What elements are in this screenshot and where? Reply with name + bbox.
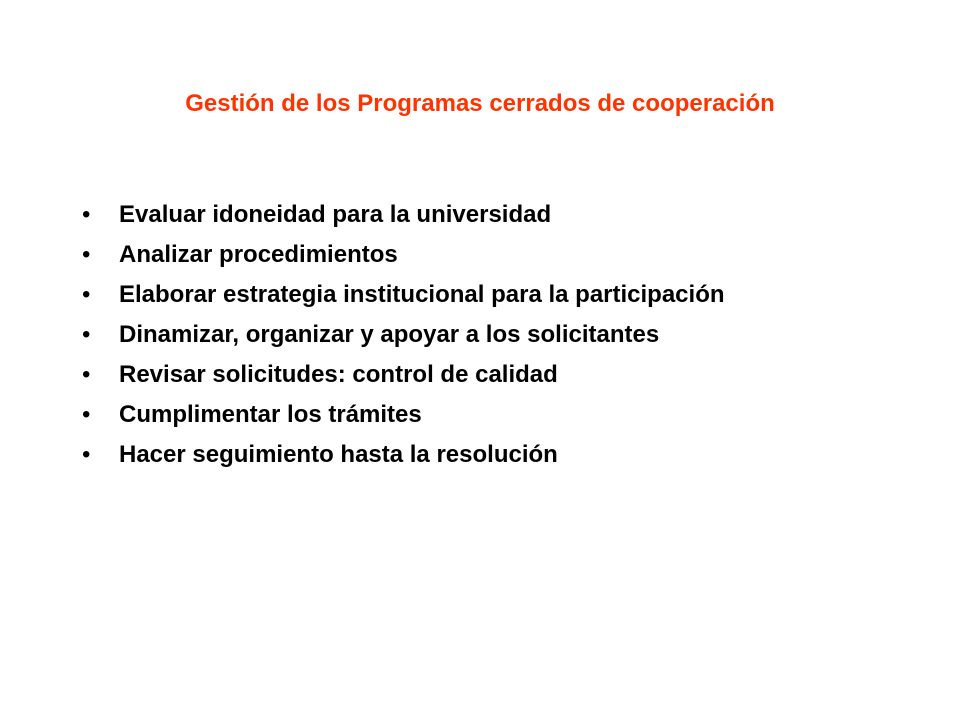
slide-title: Gestión de los Programas cerrados de cooperación bbox=[185, 90, 775, 117]
bullet-dot-icon: • bbox=[82, 361, 91, 388]
bullet-dot-icon: • bbox=[82, 441, 91, 468]
bullet-item bbox=[82, 440, 882, 470]
bullet-item bbox=[82, 280, 882, 310]
bullet-text: Cumplimentar los trámites bbox=[119, 401, 422, 428]
bullet-text: Hacer seguimiento hasta la resolución bbox=[119, 441, 558, 468]
bullet-dot-icon: • bbox=[82, 281, 91, 308]
bullet-text: Revisar solicitudes: control de calidad bbox=[119, 361, 558, 388]
bullet-item bbox=[82, 360, 882, 390]
bullet-dot-icon: • bbox=[82, 201, 91, 228]
bullet-dot-icon: • bbox=[82, 241, 91, 268]
bullet-item bbox=[82, 240, 882, 270]
bullet-dot-icon: • bbox=[82, 321, 91, 348]
bullet-item bbox=[82, 200, 882, 230]
bullet-text: Evaluar idoneidad para la universidad bbox=[119, 201, 552, 228]
bullet-list bbox=[82, 200, 882, 480]
bullet-text: Dinamizar, organizar y apoyar a los solicitantes bbox=[119, 321, 660, 348]
bullet-item bbox=[82, 400, 882, 430]
bullet-dot-icon: • bbox=[82, 401, 91, 428]
bullet-text: Analizar procedimientos bbox=[119, 241, 398, 268]
bullet-text: Elaborar estrategia institucional para la participación bbox=[119, 281, 725, 308]
bullet-item bbox=[82, 320, 882, 350]
